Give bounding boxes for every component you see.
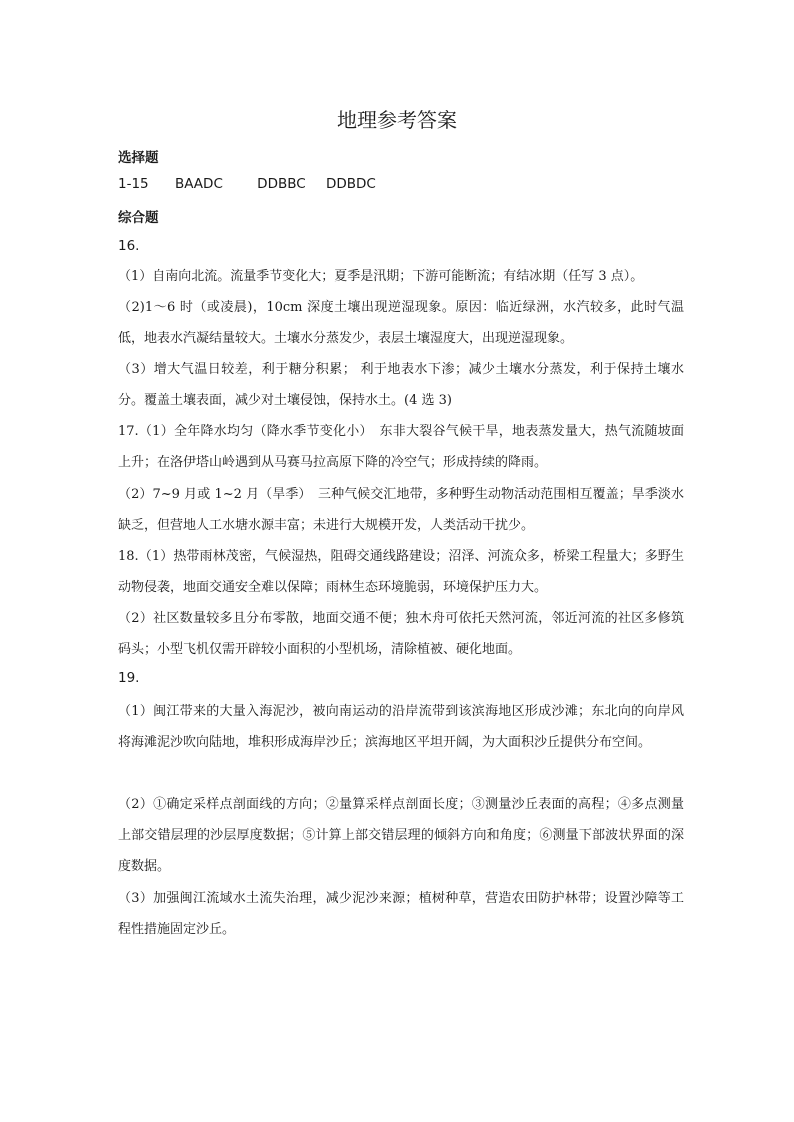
q18-part1: 18.（1）热带雨林茂密，气候湿热，阻碍交通线路建设；沼泽、河流众多，桥梁工程量大；多野生动物侵袭，地面交通安全难以保障；雨林生态环境脆弱，环境保护压力大。 — [118, 549, 684, 595]
q19-part1: （1）闽江带来的大量入海泥沙，被向南运动的沿岸流带到该滨海地区形成沙滩；东北向的向岸风将海滩泥沙吹向陆地，堆积形成海岸沙丘；滨海地区平坦开阔，为大面积沙丘提供分布空间。 — [118, 704, 684, 750]
q18-part2: （2）社区数量较多且分布零散，地面交通不便；独木舟可依托天然河流，邻近河流的社区多修筑码头；小型飞机仅需开辟较小面积的小型机场，清除植被、硬化地面。 — [118, 611, 684, 657]
comprehensive-heading: 综合题 — [118, 210, 159, 226]
choice-heading: 选择题 — [118, 150, 159, 166]
choice-answers — [118, 176, 684, 192]
question-16-number: 16. — [118, 238, 140, 254]
answer-group: DDBBC — [257, 176, 306, 192]
question-19-number: 19. — [118, 670, 140, 686]
answer-group: DDBDC — [325, 176, 376, 192]
q19-part2: （2）①确定采样点剖面线的方向；②量算采样点剖面长度；③测量沙丘表面的高程；④多点测量上部交错层理的沙层厚度数据；⑤计算上部交错层理的倾斜方向和角度；⑥测量下部波状界面的深度数据。 — [118, 797, 684, 874]
answer-group: BAADC — [174, 176, 223, 192]
q16-part3: （3）增大气温日较差，利于糖分积累； 利于地表水下渗；减少土壤水分蒸发，利于保持土壤水分。覆盖土壤表面，减少对土壤侵蚀，保持水土。(4 选 3) — [118, 362, 684, 408]
choice-range: 1-15 — [118, 176, 149, 192]
q19-part3: （3）加强闽江流域水土流失治理，减少泥沙来源；植树种草，营造农田防护林带；设置沙障等工程性措施固定沙丘。 — [118, 891, 684, 937]
q16-part2: （2)1～6 时（或凌晨)，10cm 深度土壤出现逆湿现象。原因：临近绿洲，水汽较多，此时气温低，地表水汽凝结量较大。土壤水分蒸发少，表层土壤湿度大，出现逆湿现象。 — [118, 300, 684, 346]
q16-part1: （1）自南向北流。流量季节变化大；夏季是汛期；下游可能断流；有结冰期（任写 3 点）。 — [118, 269, 644, 284]
q17-part2: （2）7~9 月或 1~2 月（旱季） 三种气候交汇地带，多种野生动物活动范围相互覆盖；旱季淡水缺乏，但营地人工水塘水源丰富；未进行大规模开发，人类活动干扰少。 — [118, 487, 684, 533]
q17-part1: 17.（1）全年降水均匀（降水季节变化小） 东非大裂谷气候干旱，地表蒸发量大，热气流随坡面上升；在洛伊塔山岭遇到从马赛马拉高原下降的冷空气；形成持续的降雨。 — [118, 424, 684, 470]
page-title: 地理参考答案 — [337, 108, 457, 132]
